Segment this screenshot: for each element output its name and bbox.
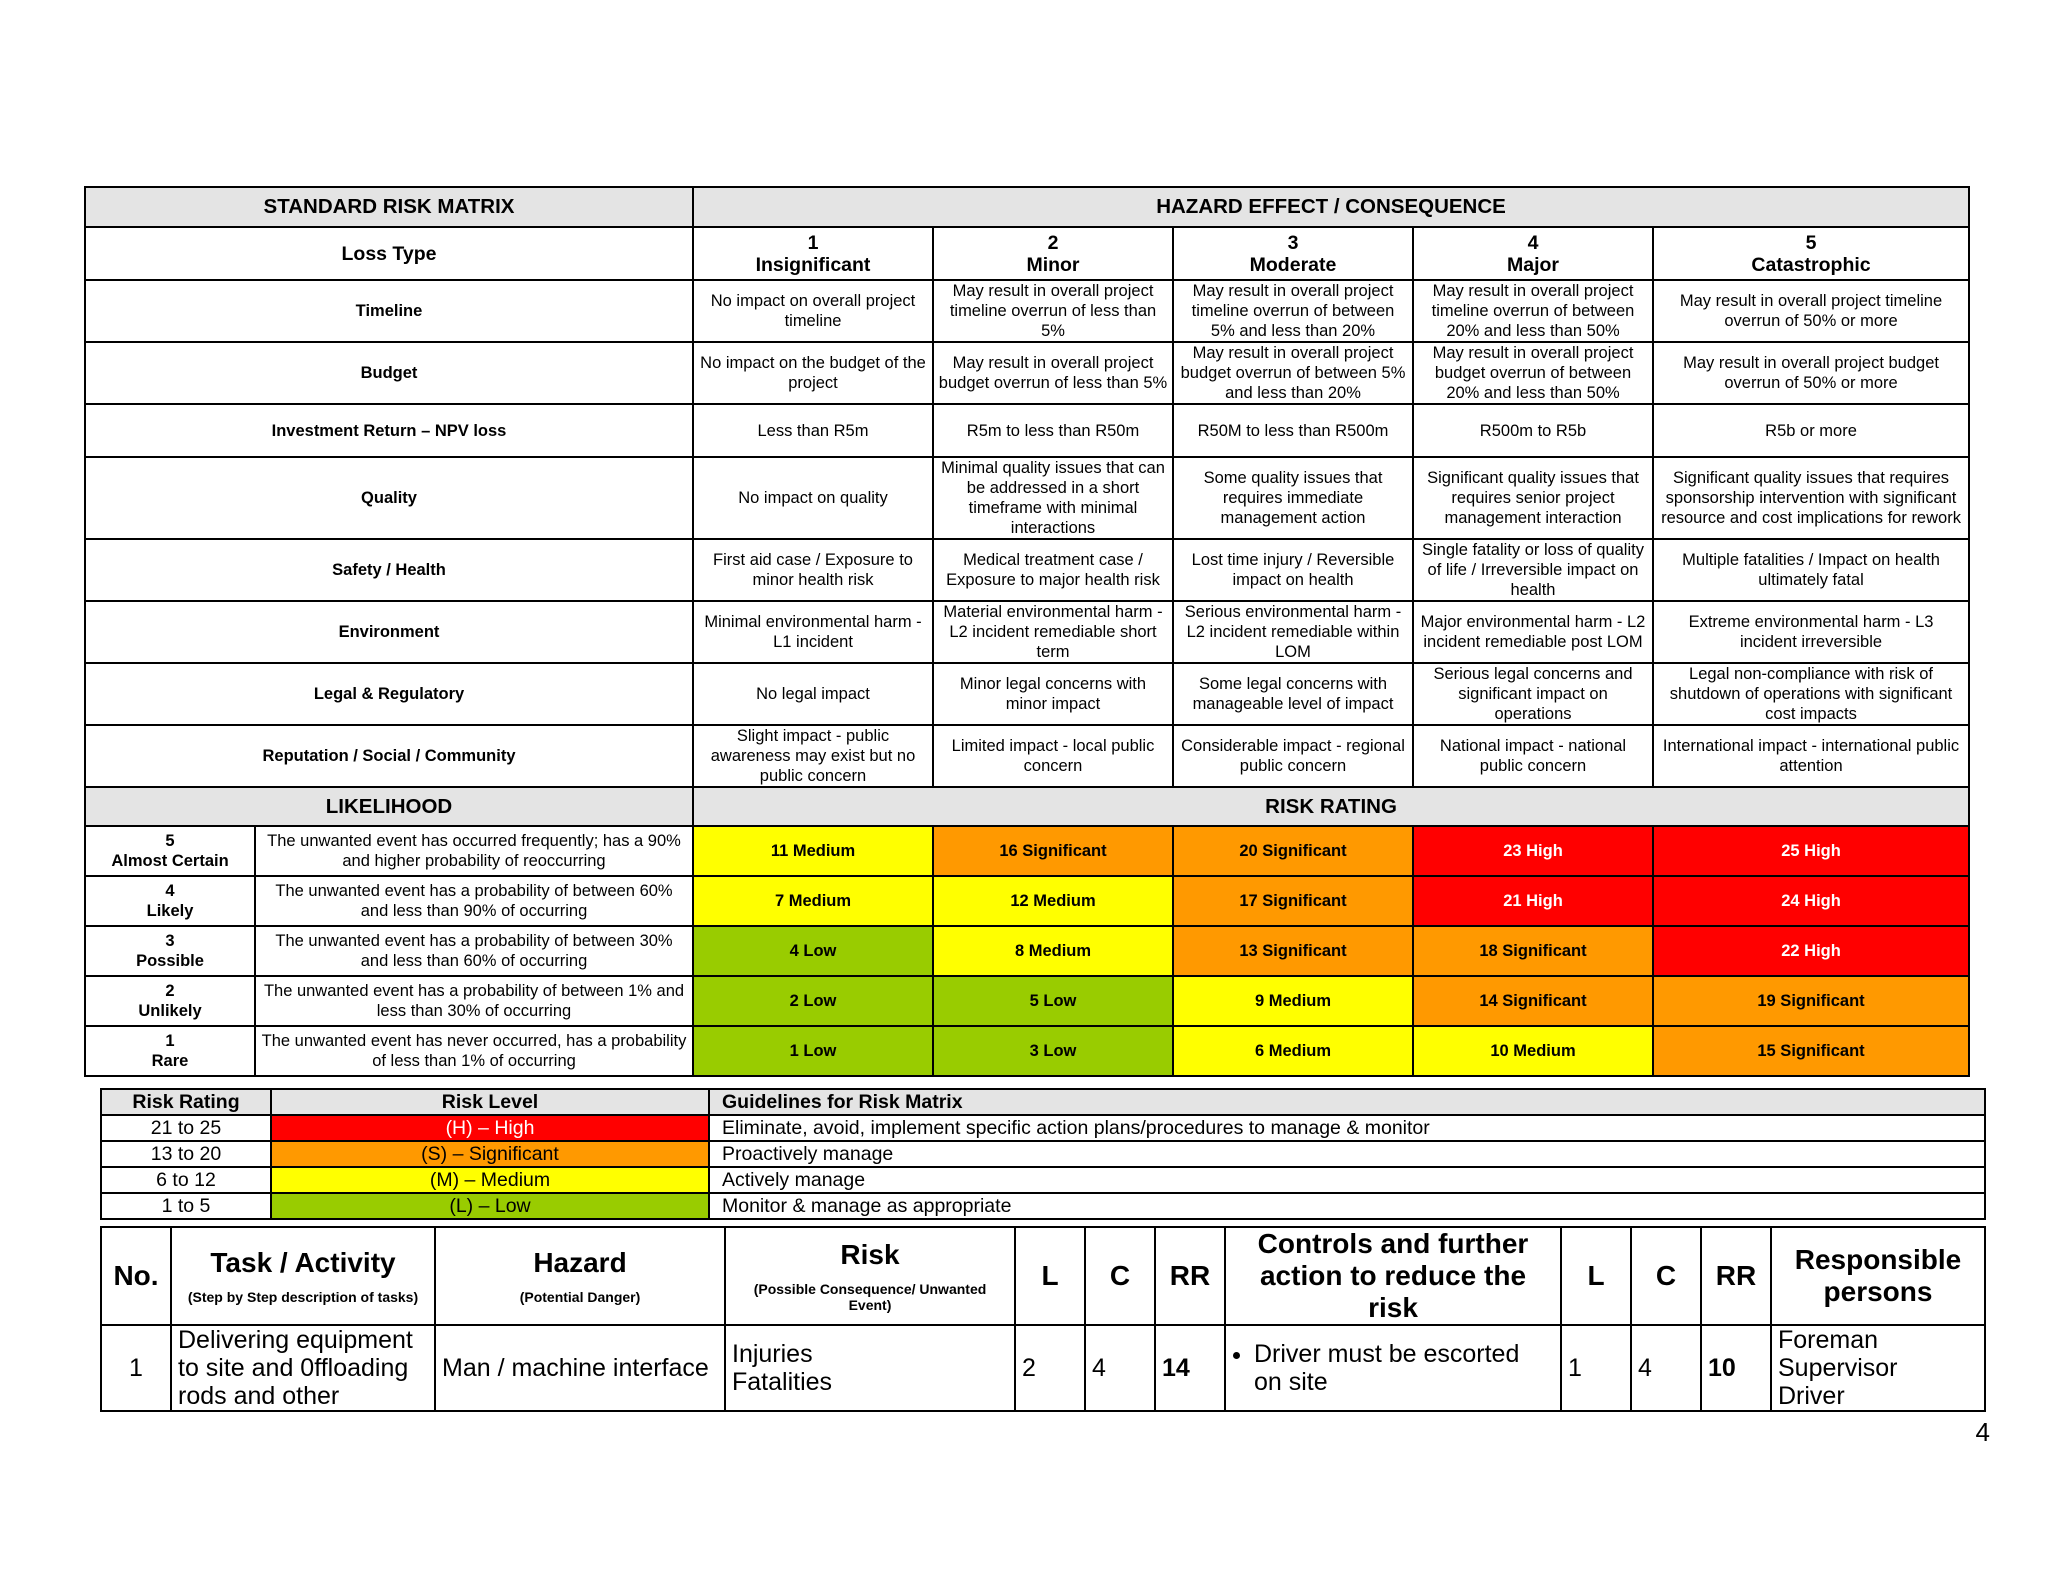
task-header: Task / Activity (Step by Step description of tasks) [171, 1227, 435, 1325]
legend-rating-range: 1 to 5 [101, 1193, 271, 1219]
risk-rating-cell: 17 Significant [1173, 876, 1413, 926]
consequence-level-header: 4 Major [1413, 227, 1653, 280]
legend-guidelines-header: Guidelines for Risk Matrix [709, 1089, 1985, 1115]
likelihood-cell: 2 [1015, 1325, 1085, 1411]
loss-type-row [85, 404, 1969, 457]
loss-type-label: Reputation / Social / Community [85, 725, 693, 787]
likelihood-row [85, 826, 1969, 876]
consequence-description: Minor legal concerns with minor impact [933, 663, 1173, 725]
consequence-description: R5m to less than R50m [933, 404, 1173, 457]
activity-risk-table [100, 1226, 1986, 1412]
controls-cell [1225, 1325, 1561, 1411]
risk-rating-cell: 2 Low [693, 976, 933, 1026]
likelihood-description: The unwanted event has a probability of between 60% and less than 90% of occurring [255, 876, 693, 926]
likelihood-description: The unwanted event has a probability of between 1% and less than 30% of occurring [255, 976, 693, 1026]
loss-type-row [85, 342, 1969, 404]
likelihood-level: 2 Unlikely [85, 976, 255, 1026]
risk-cell: Injuries Fatalities [725, 1325, 1015, 1411]
legend-rating-range: 21 to 25 [101, 1115, 271, 1141]
residual-consequence-cell: 4 [1631, 1325, 1701, 1411]
consequence-description: May result in overall project budget overrun of between 5% and less than 20% [1173, 342, 1413, 404]
responsible-header: Responsible persons [1771, 1227, 1985, 1325]
residual-likelihood-col-header: L [1561, 1227, 1631, 1325]
consequence-description: Single fatality or loss of quality of life / Irreversible impact on health [1413, 539, 1653, 601]
risk-rating-col-header: RR [1155, 1227, 1225, 1325]
consequence-description: Serious legal concerns and significant impact on operations [1413, 663, 1653, 725]
consequence-description: No impact on the budget of the project [693, 342, 933, 404]
loss-type-row [85, 457, 1969, 539]
risk-rating-cell: 13 Significant [1173, 926, 1413, 976]
consequence-description: May result in overall project timeline overrun of between 20% and less than 50% [1413, 280, 1653, 342]
loss-type-label: Quality [85, 457, 693, 539]
likelihood-description: The unwanted event has a probability of between 30% and less than 60% of occurring [255, 926, 693, 976]
likelihood-header: LIKELIHOOD [85, 787, 693, 826]
responsible-cell: Foreman Supervisor Driver [1771, 1325, 1985, 1411]
residual-consequence-col-header: C [1631, 1227, 1701, 1325]
loss-type-label: Environment [85, 601, 693, 663]
risk-rating-cell: 10 Medium [1413, 1026, 1653, 1076]
consequence-description: Major environmental harm - L2 incident remediable post LOM [1413, 601, 1653, 663]
hazard-cell: Man / machine interface [435, 1325, 725, 1411]
risk-rating-cell: 25 High [1653, 826, 1969, 876]
legend-level-header: Risk Level [271, 1089, 709, 1115]
legend-level-high: (H) – High [271, 1115, 709, 1141]
matrix-title: STANDARD RISK MATRIX [85, 187, 693, 227]
loss-type-label: Safety / Health [85, 539, 693, 601]
page-number: 4 [1975, 1417, 1990, 1447]
consequence-description: Less than R5m [693, 404, 933, 457]
consequence-description: May result in overall project timeline overrun of between 5% and less than 20% [1173, 280, 1413, 342]
consequence-cell: 4 [1085, 1325, 1155, 1411]
consequence-level-header: 5 Catastrophic [1653, 227, 1969, 280]
legend-guideline: Proactively manage [709, 1141, 1985, 1167]
consequence-description: Extreme environmental harm - L3 incident irreversible [1653, 601, 1969, 663]
table-row [101, 1325, 1985, 1411]
risk-rating-cell: 21 High [1413, 876, 1653, 926]
loss-type-row [85, 539, 1969, 601]
consequence-description: Limited impact - local public concern [933, 725, 1173, 787]
likelihood-level: 1 Rare [85, 1026, 255, 1076]
risk-rating-cell: 16 Significant [933, 826, 1173, 876]
risk-rating-cell: 3 Low [933, 1026, 1173, 1076]
consequence-level-header: 2 Minor [933, 227, 1173, 280]
risk-rating-cell: 5 Low [933, 976, 1173, 1026]
risk-rating-cell: 9 Medium [1173, 976, 1413, 1026]
consequence-description: May result in overall project timeline overrun of 50% or more [1653, 280, 1969, 342]
consequence-title: HAZARD EFFECT / CONSEQUENCE [693, 187, 1969, 227]
consequence-description: Legal non-compliance with risk of shutdown of operations with significant cost impacts [1653, 663, 1969, 725]
likelihood-rows [85, 826, 1969, 1076]
consequence-description: May result in overall project budget overrun of less than 5% [933, 342, 1173, 404]
residual-risk-rating-col-header: RR [1701, 1227, 1771, 1325]
consequence-description: Some quality issues that requires immediate management action [1173, 457, 1413, 539]
likelihood-level: 5 Almost Certain [85, 826, 255, 876]
consequence-description: Minimal environmental harm - L1 incident [693, 601, 933, 663]
risk-rating-cell: 6 Medium [1173, 1026, 1413, 1076]
loss-type-label: Timeline [85, 280, 693, 342]
risk-rating-header: RISK RATING [693, 787, 1969, 826]
risk-matrix [84, 186, 1970, 1077]
legend-guideline: Monitor & manage as appropriate [709, 1193, 1985, 1219]
loss-type-label: Investment Return – NPV loss [85, 404, 693, 457]
consequence-description: Medical treatment case / Exposure to major health risk [933, 539, 1173, 601]
consequence-description: May result in overall project timeline overrun of less than 5% [933, 280, 1173, 342]
consequence-description: National impact - national public concern [1413, 725, 1653, 787]
consequence-description: Lost time injury / Reversible impact on health [1173, 539, 1413, 601]
risk-rating-cell: 14 Significant [1413, 976, 1653, 1026]
risk-rating-cell: 18 Significant [1413, 926, 1653, 976]
likelihood-row [85, 926, 1969, 976]
consequence-description: R500m to R5b [1413, 404, 1653, 457]
likelihood-col-header: L [1015, 1227, 1085, 1325]
risk-rating-cell: 14 [1155, 1325, 1225, 1411]
consequence-description: Significant quality issues that requires senior project management interaction [1413, 457, 1653, 539]
risk-rating-cell: 24 High [1653, 876, 1969, 926]
legend-level-low: (L) – Low [271, 1193, 709, 1219]
likelihood-row [85, 876, 1969, 926]
risk-rating-cell: 8 Medium [933, 926, 1173, 976]
loss-type-row [85, 663, 1969, 725]
residual-risk-rating-cell: 10 [1701, 1325, 1771, 1411]
risk-rating-cell: 1 Low [693, 1026, 933, 1076]
likelihood-row [85, 1026, 1969, 1076]
likelihood-level: 3 Possible [85, 926, 255, 976]
legend-rating-range: 6 to 12 [101, 1167, 271, 1193]
risk-rating-cell: 12 Medium [933, 876, 1173, 926]
legend-level-significant: (S) – Significant [271, 1141, 709, 1167]
risk-level-legend [100, 1088, 1986, 1220]
loss-type-row [85, 280, 1969, 342]
consequence-description: First aid case / Exposure to minor health risk [693, 539, 933, 601]
consequence-description: Significant quality issues that requires sponsorship intervention with significant resource and cost implications for rework [1653, 457, 1969, 539]
legend-guideline: Actively manage [709, 1167, 1985, 1193]
loss-type-row [85, 601, 1969, 663]
consequence-description: Minimal quality issues that can be addressed in a short timeframe with minimal interactions [933, 457, 1173, 539]
likelihood-description: The unwanted event has occurred frequently; has a 90% and higher probability of reoccurring [255, 826, 693, 876]
no-header: No. [101, 1227, 171, 1325]
loss-type-label: Budget [85, 342, 693, 404]
likelihood-level: 4 Likely [85, 876, 255, 926]
risk-rating-cell: 22 High [1653, 926, 1969, 976]
risk-rating-cell: 20 Significant [1173, 826, 1413, 876]
risk-rating-cell: 23 High [1413, 826, 1653, 876]
risk-header: Risk (Possible Consequence/ Unwanted Event) [725, 1227, 1015, 1325]
consequence-col-header: C [1085, 1227, 1155, 1325]
consequence-description: May result in overall project budget overrun of between 20% and less than 50% [1413, 342, 1653, 404]
consequence-description: No impact on quality [693, 457, 933, 539]
consequence-description: Considerable impact - regional public concern [1173, 725, 1413, 787]
row-number: 1 [101, 1325, 171, 1411]
task-cell: Delivering equipment to site and 0ffloading rods and other [171, 1325, 435, 1411]
consequence-description: No impact on overall project timeline [693, 280, 933, 342]
legend-guideline: Eliminate, avoid, implement specific action plans/procedures to manage & monitor [709, 1115, 1985, 1141]
consequence-description: Slight impact - public awareness may exist but no public concern [693, 725, 933, 787]
consequence-description: International impact - international public attention [1653, 725, 1969, 787]
legend-level-medium: (M) – Medium [271, 1167, 709, 1193]
legend-rating-header: Risk Rating [101, 1089, 271, 1115]
control-item: • Driver must be escorted on site [1254, 1340, 1554, 1396]
hazard-header: Hazard (Potential Danger) [435, 1227, 725, 1325]
loss-type-header: Loss Type [85, 227, 693, 280]
loss-type-row [85, 725, 1969, 787]
risk-rating-cell: 15 Significant [1653, 1026, 1969, 1076]
likelihood-row [85, 976, 1969, 1026]
risk-rating-cell: 11 Medium [693, 826, 933, 876]
risk-rating-cell: 7 Medium [693, 876, 933, 926]
consequence-description: Multiple fatalities / Impact on health ultimately fatal [1653, 539, 1969, 601]
loss-type-rows [85, 280, 1969, 787]
controls-header: Controls and further action to reduce the risk [1225, 1227, 1561, 1325]
likelihood-description: The unwanted event has never occurred, has a probability of less than 1% of occurring [255, 1026, 693, 1076]
legend-rating-range: 13 to 20 [101, 1141, 271, 1167]
consequence-level-header: 1 Insignificant [693, 227, 933, 280]
risk-rating-cell: 4 Low [693, 926, 933, 976]
risk-rating-cell: 19 Significant [1653, 976, 1969, 1026]
consequence-level-header: 3 Moderate [1173, 227, 1413, 280]
consequence-description: R50M to less than R500m [1173, 404, 1413, 457]
consequence-description: Serious environmental harm - L2 incident remediable within LOM [1173, 601, 1413, 663]
consequence-description: May result in overall project budget overrun of 50% or more [1653, 342, 1969, 404]
residual-likelihood-cell: 1 [1561, 1325, 1631, 1411]
consequence-description: Material environmental harm - L2 incident remediable short term [933, 601, 1173, 663]
consequence-description: No legal impact [693, 663, 933, 725]
consequence-description: R5b or more [1653, 404, 1969, 457]
consequence-description: Some legal concerns with manageable level of impact [1173, 663, 1413, 725]
loss-type-label: Legal & Regulatory [85, 663, 693, 725]
